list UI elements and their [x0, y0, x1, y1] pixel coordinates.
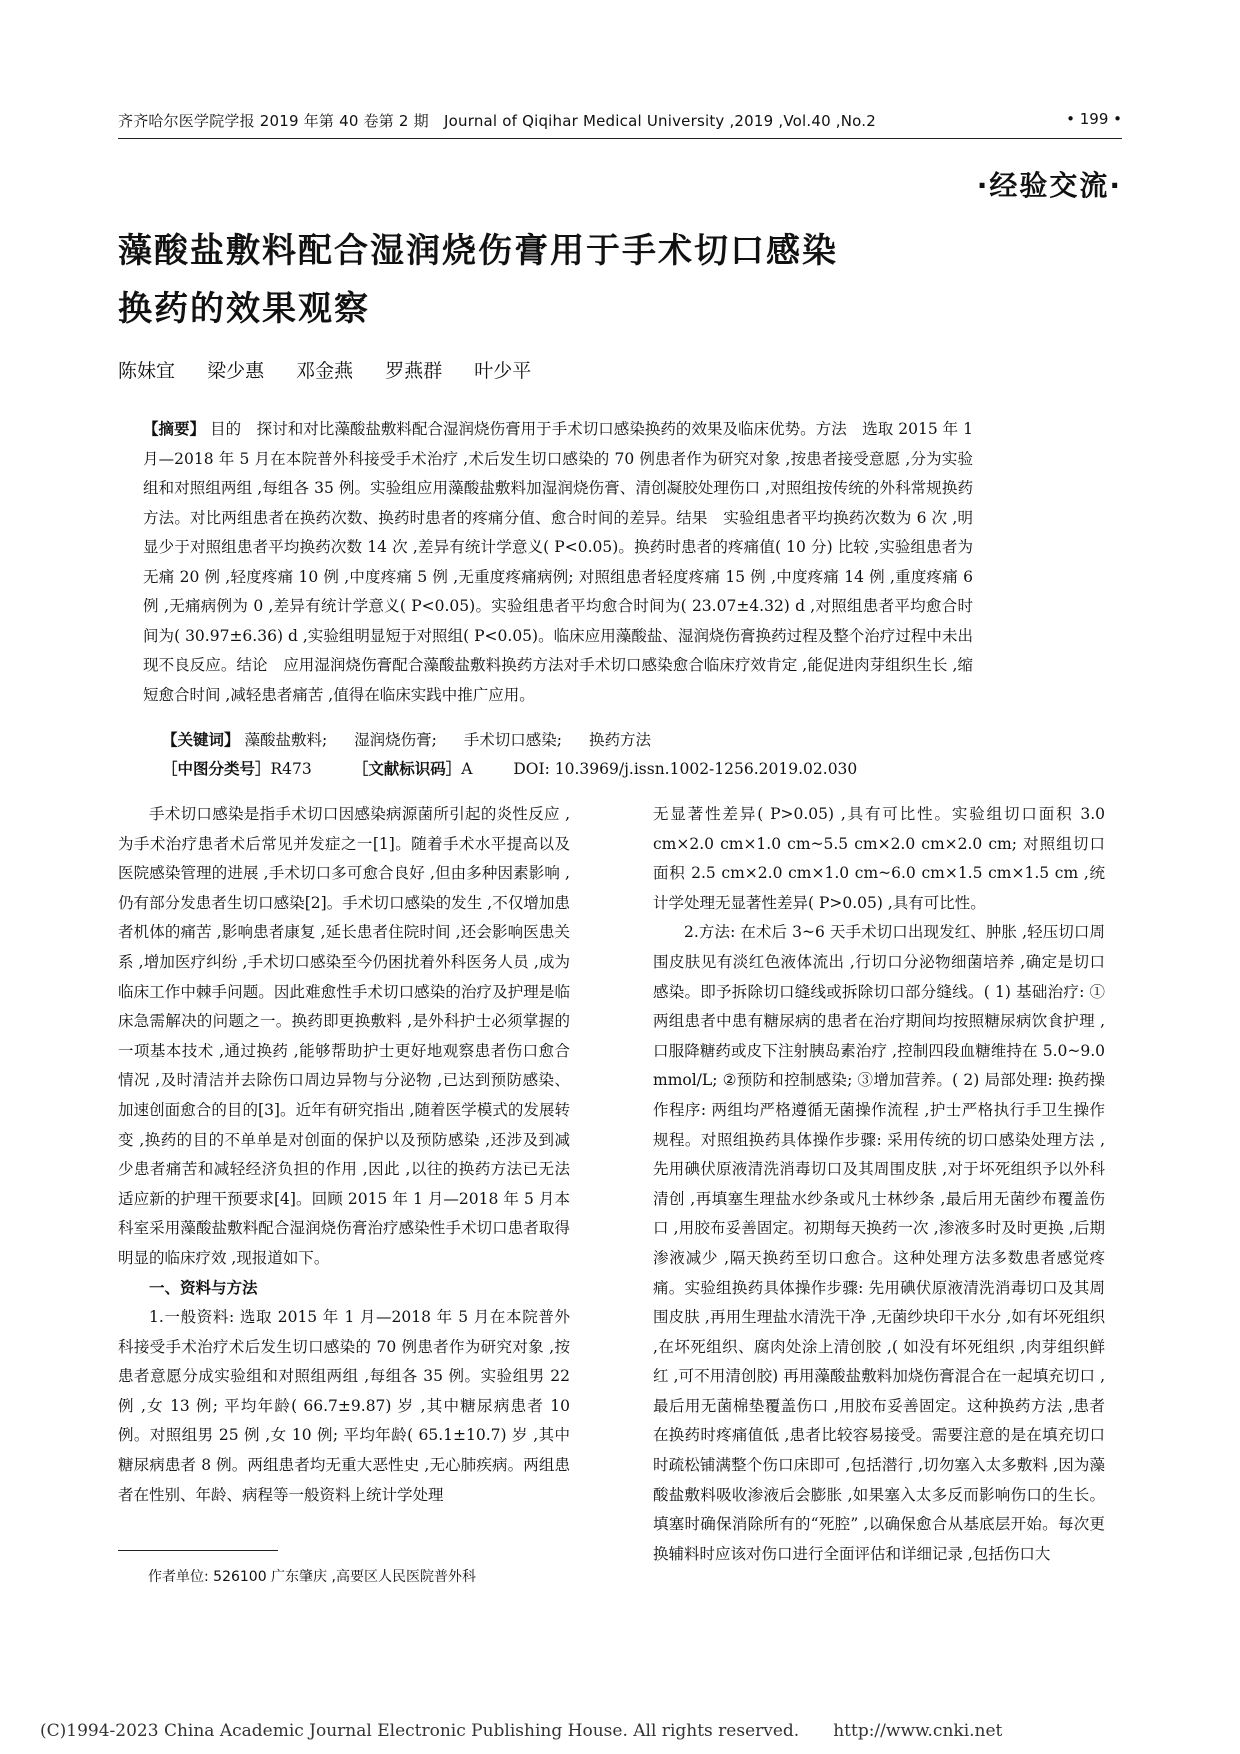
footnote-rule — [118, 1550, 278, 1551]
keyword: 手术切口感染; — [463, 731, 563, 749]
keyword: 换药方法 — [588, 731, 651, 749]
clc-label: ［中图分类号］ — [162, 760, 271, 778]
paragraph: 2.方法: 在术后 3~6 天手术切口出现发红、肿胀 ,轻压切口周围皮肤见有淡红色液体流出 ,行切口分泌物细菌培养 ,确定是切口感染。即予拆除切口缝线或拆除切口部分缝线。( 1) 基础治疗: ①两组患者中患有糖尿病的患者在治疗期间均按照糖尿病饮食护理 ,口服降糖药或皮下注射胰岛素治疗 ,控制四段血糖维持在 5.0~9.0 mmol/L; ②预防和控制感染; ③增加营养。( 2) 局部处理: 换药操作程序: 两组均严格遵循无菌操作流程 ,护士严格执行手卫生操作规程。对照组换药具体操作步骤: 采用传统的切口感染处理方法 ,先用碘伏原液清洗消毒切口及其周围皮肤 ,对于坏死组织予以外科清创 ,再填塞生理盐水纱条或凡士林纱条 ,最后用无菌纱布覆盖伤口 ,用胶布妥善固定。初期每天换药一次 ,渗液多时及时更换 ,后期渗液减少 ,隔天换药至切口愈合。这种处理方法多数患者感觉疼痛。实验组换药具体操作步骤: 先用碘伏原液清洗消毒切口及其周围皮肤 ,再用生理盐水清洗干净 ,无菌纱块印干水分 ,如有坏死组织 ,在坏死组织、腐肉处涂上清创胶 ,( 如没有坏死组织 ,肉芽组织鲜红 ,可不用清创胶) 再用藻酸盐敷料加烧伤膏混合在一起填充切口 ,最后用无菌棉垫覆盖伤口 ,用胶布妥善固定。这种换药方法 ,患者在换药时疼痛值低 ,患者比较容易接受。需要注意的是在填充切口时疏松铺满整个伤口床即可 ,包括潜行 ,切勿塞入太多敷料 ,因为藻酸盐敷料吸收渗液后会膨胀 ,如果塞入太多反而影响伤口的生长。填塞时确保消除所有的“死腔” ,以确保愈合从基底层开始。每次更换辅料时应该对伤口进行全面评估和详细记录 ,包括伤口大 — [653, 923, 1105, 1563]
paragraph: 无显著性差异( P>0.05) ,具有可比性。实验组切口面积 3.0 cm×2.0 cm×1.0 cm~5.5 cm×2.0 cm×2.0 cm; 对照组切口面积 2.5 cm×2.0 cm×1.0 cm~6.0 cm×1.5 cm×1.5 cm ,统计学处理无显著性差异( P>0.05) ,具有可比性。 — [653, 805, 1105, 912]
paragraph: 1.一般资料: 选取 2015 年 1 月—2018 年 5 月在本院普外科接受手术治疗术后发生切口感染的 70 例患者作为研究对象 ,按患者意愿分成实验组和对照组两组 ,每组各 35 例。实验组男 22 例 ,女 13 例; 平均年龄( 66.7±9.87) 岁 ,其中糖尿病患者 10 例。对照组男 25 例 ,女 10 例; 平均年龄( 65.1±10.7) 岁 ,其中糖尿病患者 8 例。两组患者均无重大恶性史 ,无心肺疾病。两组患者在性别、年龄、病程等一般资料上统计学处理 — [118, 1308, 570, 1504]
author-list — [118, 356, 557, 383]
running-head: 齐齐哈尔医学院学报 2019 年第 40 卷第 2 期 Journal of Qiqihar Medical University ,2019 ,Vol.40 ,No.2 — [118, 112, 877, 130]
body-column-left — [118, 800, 570, 1510]
copyright-notice: (C)1994-2023 China Academic Journal Electronic Publishing House. All rights reserved. http://www.cnki.net — [40, 1721, 1003, 1741]
author-affiliation-footnote: 作者单位: 526100 广东肇庆 ,高要区人民医院普外科 — [148, 1569, 476, 1585]
keywords — [162, 728, 673, 750]
doc-code — [353, 760, 491, 778]
keywords-label: 【关键词】 — [162, 731, 240, 749]
title-line-2: 换药的效果观察 — [118, 289, 370, 329]
author: 叶少平 — [474, 360, 532, 382]
author: 邓金燕 — [296, 360, 354, 382]
keyword: 湿润烧伤膏; — [354, 731, 437, 749]
clc-value: R473 — [270, 760, 312, 778]
abstract-label: 【摘要】 — [143, 420, 206, 438]
doi: DOI: 10.3969/j.issn.1002-1256.2019.02.030 — [513, 760, 858, 778]
paragraph: 手术切口感染是指手术切口因感染病源菌所引起的炎性反应 ,为手术治疗患者术后常见并发症之一[1]。随着手术水平提高以及医院感染管理的进展 ,手术切口多可愈合良好 ,但由多种因素影响 ,仍有部分发患者生切口感染[2]。手术切口感染的发生 ,不仅增加患者机体的痛苦 ,影响患者康复 ,延长患者住院时间 ,还会影响医患关系 ,增加医疗纠纷 ,手术切口感染至今仍困扰着外科医务人员 ,成为临床工作中棘手问题。因此难愈性手术切口感染的治疗及护理是临床急需解决的问题之一。换药即更换敷料 ,是外科护士必须掌握的一项基本技术 ,通过换药 ,能够帮助护士更好地观察患者伤口愈合情况 ,及时清洁并去除伤口周边异物与分泌物 ,已达到预防感染、加速创面愈合的目的[3]。近年有研究指出 ,随着医学模式的发展转变 ,换药的目的不单单是对创面的保护以及预防感染 ,还涉及到减少患者痛苦和减轻经济负担的作用 ,因此 ,以往的换药方法已无法适应新的护理干预要求[4]。回顾 2015 年 1 月—2018 年 5 月本科室采用藻酸盐敷料配合湿润烧伤膏治疗感染性手术切口患者取得明显的临床疗效 ,现报道如下。 — [118, 805, 570, 1267]
author: 梁少惠 — [207, 360, 265, 382]
clc — [162, 760, 330, 778]
author: 陈妹宜 — [118, 360, 176, 382]
doc-code-value: A — [461, 760, 473, 778]
section-heading: 一、资料与方法 — [149, 1278, 258, 1297]
header-rule — [118, 138, 1122, 139]
section-label: ·经验交流· — [976, 169, 1122, 202]
title-line-1: 藻酸盐敷料配合湿润烧伤膏用于手术切口感染 — [118, 231, 838, 271]
body-column-right — [653, 800, 1105, 1569]
page-number: • 199 • — [1066, 110, 1122, 128]
abstract — [143, 415, 973, 710]
author: 罗燕群 — [385, 360, 443, 382]
abstract-text: 目的 探讨和对比藻酸盐敷料配合湿润烧伤膏用于手术切口感染换药的效果及临床优势。方法 选取 2015 年 1 月—2018 年 5 月在本院普外科接受手术治疗 ,术后发生切口感染的 70 例患者作为研究对象 ,按患者接受意愿 ,分为实验组和对照组两组 ,每组各 35 例。实验组应用藻酸盐敷料加湿润烧伤膏、清创凝胶处理伤口 ,对照组按传统的外科常规换药方法。对比两组患者在换药次数、换药时患者的疼痛分值、愈合时间的差异。结果 实验组患者平均换药次数为 6 次 ,明显少于对照组患者平均换药次数 14 次 ,差异有统计学意义( P<0.05)。换药时患者的疼痛值( 10 分) 比较 ,实验组患者为无痛 20 例 ,轻度疼痛 10 例 ,中度疼痛 5 例 ,无重度疼痛病例; 对照组患者轻度疼痛 15 例 ,中度疼痛 14 例 ,重度疼痛 6 例 ,无痛病例为 0 ,差异有统计学意义( P<0.05)。实验组患者平均愈合时间为( 23.07±4.32) d ,对照组患者平均愈合时间为( 30.97±6.36) d ,实验组明显短于对照组( P<0.05)。临床应用藻酸盐、湿润烧伤膏换药过程及整个治疗过程中未出现不良反应。结论 应用湿润烧伤膏配合藻酸盐敷料换药方法对手术切口感染愈合临床疗效肯定 ,能促进肉芽组织生长 ,缩短愈合时间 ,减轻患者痛苦 ,值得在临床实践中推广应用。 — [143, 420, 974, 704]
doc-code-label: ［文献标识码］ — [352, 760, 462, 778]
keyword: 藻酸盐敷料; — [244, 731, 328, 749]
classification-line — [162, 757, 875, 779]
article-title — [118, 222, 938, 338]
